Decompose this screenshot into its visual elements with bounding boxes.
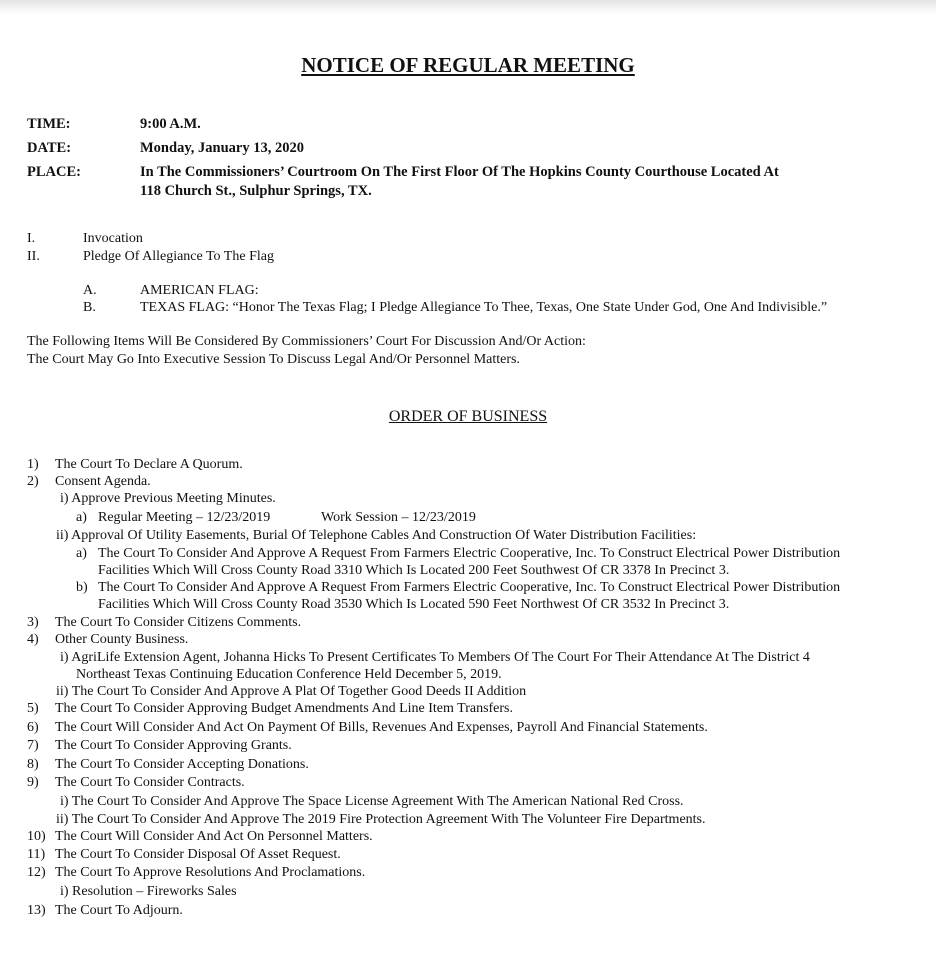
note-consideration: The Following Items Will Be Considered By Commissioners’ Court For Discussion And/Or Action: xyxy=(27,334,586,349)
subitem-minutes: i) Approve Previous Meeting Minutes. xyxy=(60,491,276,506)
item-num: 4) xyxy=(27,632,39,647)
subitem-label: a) xyxy=(76,546,87,561)
subitem-label: a) xyxy=(76,510,87,525)
item-num: 3) xyxy=(27,615,39,630)
item-budget: The Court To Consider Approving Budget Amendments And Line Item Transfers. xyxy=(55,701,514,716)
easement-b-line-1: The Court To Consider And Approve A Request From Farmers Electric Cooperative, Inc. To Construct Electrical Power Distribution xyxy=(98,580,841,595)
item-bills: The Court Will Consider And Act On Payment Of Bills, Revenues And Expenses, Payroll And Financial Statements. xyxy=(55,720,708,735)
opening-item-invocation: Invocation xyxy=(83,231,143,246)
flag-letter-b: B. xyxy=(83,300,96,315)
agrilife-line-1: i) AgriLife Extension Agent, Johanna Hicks To Present Certificates To Members Of The Court For Their Attendance At The District 4 xyxy=(60,650,810,665)
item-num: 1) xyxy=(27,457,39,472)
minutes-work-session: Work Session – 12/23/2019 xyxy=(321,510,476,525)
item-num: 5) xyxy=(27,701,39,716)
item-contracts: The Court To Consider Contracts. xyxy=(55,775,245,790)
agrilife-line-2: Northeast Texas Continuing Education Conference Held December 5, 2019. xyxy=(76,667,502,682)
flag-letter-a: A. xyxy=(83,283,97,298)
date-value: Monday, January 13, 2020 xyxy=(140,140,304,156)
item-num: 10) xyxy=(27,829,46,844)
order-of-business-heading: ORDER OF BUSINESS xyxy=(388,408,548,425)
easement-a-line-2: Facilities Which Will Cross County Road 3310 Which Is Located 200 Feet Southwest Of CR 3378 In Precinct 3. xyxy=(98,563,730,578)
item-resolutions: The Court To Approve Resolutions And Proclamations. xyxy=(55,865,366,880)
flag-american: AMERICAN FLAG: xyxy=(140,283,259,298)
subitem-fireworks: i) Resolution – Fireworks Sales xyxy=(60,884,237,899)
item-grants: The Court To Consider Approving Grants. xyxy=(55,738,292,753)
item-other-business: Other County Business. xyxy=(55,632,189,647)
item-personnel: The Court Will Consider And Act On Personnel Matters. xyxy=(55,829,373,844)
subitem-plat: ii) The Court To Consider And Approve A Plat Of Together Good Deeds II Addition xyxy=(56,684,527,699)
flag-texas: TEXAS FLAG: “Honor The Texas Flag; I Pledge Allegiance To Thee, Texas, One State Under God, One And Indivisible.” xyxy=(140,300,828,315)
opening-num-1: I. xyxy=(27,231,36,246)
subitem-fire-protection: ii) The Court To Consider And Approve The 2019 Fire Protection Agreement With The Volunteer Fire Departments. xyxy=(56,812,706,827)
item-citizens-comments: The Court To Consider Citizens Comments. xyxy=(55,615,302,630)
page-title: NOTICE OF REGULAR MEETING xyxy=(301,53,635,77)
place-label: PLACE: xyxy=(27,164,81,180)
item-adjourn: The Court To Adjourn. xyxy=(55,903,183,918)
note-executive-session: The Court May Go Into Executive Session To Discuss Legal And/Or Personnel Matters. xyxy=(27,352,520,367)
item-num: 8) xyxy=(27,757,39,772)
date-label: DATE: xyxy=(27,140,72,156)
item-num: 2) xyxy=(27,474,39,489)
easement-a-line-1: The Court To Consider And Approve A Request From Farmers Electric Cooperative, Inc. To Construct Electrical Power Distribution xyxy=(98,546,841,561)
subitem-label: b) xyxy=(76,580,88,595)
item-asset-disposal: The Court To Consider Disposal Of Asset Request. xyxy=(55,847,341,862)
item-num: 6) xyxy=(27,720,39,735)
minutes-regular-meeting: Regular Meeting – 12/23/2019 xyxy=(98,510,271,525)
item-num: 13) xyxy=(27,903,46,918)
item-consent-agenda: Consent Agenda. xyxy=(55,474,151,489)
item-donations: The Court To Consider Accepting Donations. xyxy=(55,757,309,772)
place-line-1: In The Commissioners’ Courtroom On The First Floor Of The Hopkins County Courthouse Located At xyxy=(140,164,779,180)
time-value: 9:00 A.M. xyxy=(140,116,201,132)
item-num: 7) xyxy=(27,738,39,753)
subitem-red-cross: i) The Court To Consider And Approve The Space License Agreement With The American National Red Cross. xyxy=(60,794,684,809)
item-num: 9) xyxy=(27,775,39,790)
opening-num-2: II. xyxy=(27,249,40,264)
place-line-2: 118 Church St., Sulphur Springs, TX. xyxy=(140,183,372,199)
viewer-top-shadow xyxy=(0,0,936,16)
easement-b-line-2: Facilities Which Will Cross County Road 3530 Which Is Located 590 Feet Northwest Of CR 3532 In Precinct 3. xyxy=(98,597,730,612)
item-quorum: The Court To Declare A Quorum. xyxy=(55,457,243,472)
opening-item-pledge: Pledge Of Allegiance To The Flag xyxy=(83,249,274,264)
item-num: 11) xyxy=(27,847,46,862)
subitem-utility-easements: ii) Approval Of Utility Easements, Burial Of Telephone Cables And Construction Of Water Distribution Facilities: xyxy=(56,528,697,543)
time-label: TIME: xyxy=(27,116,71,132)
item-num: 12) xyxy=(27,865,46,880)
